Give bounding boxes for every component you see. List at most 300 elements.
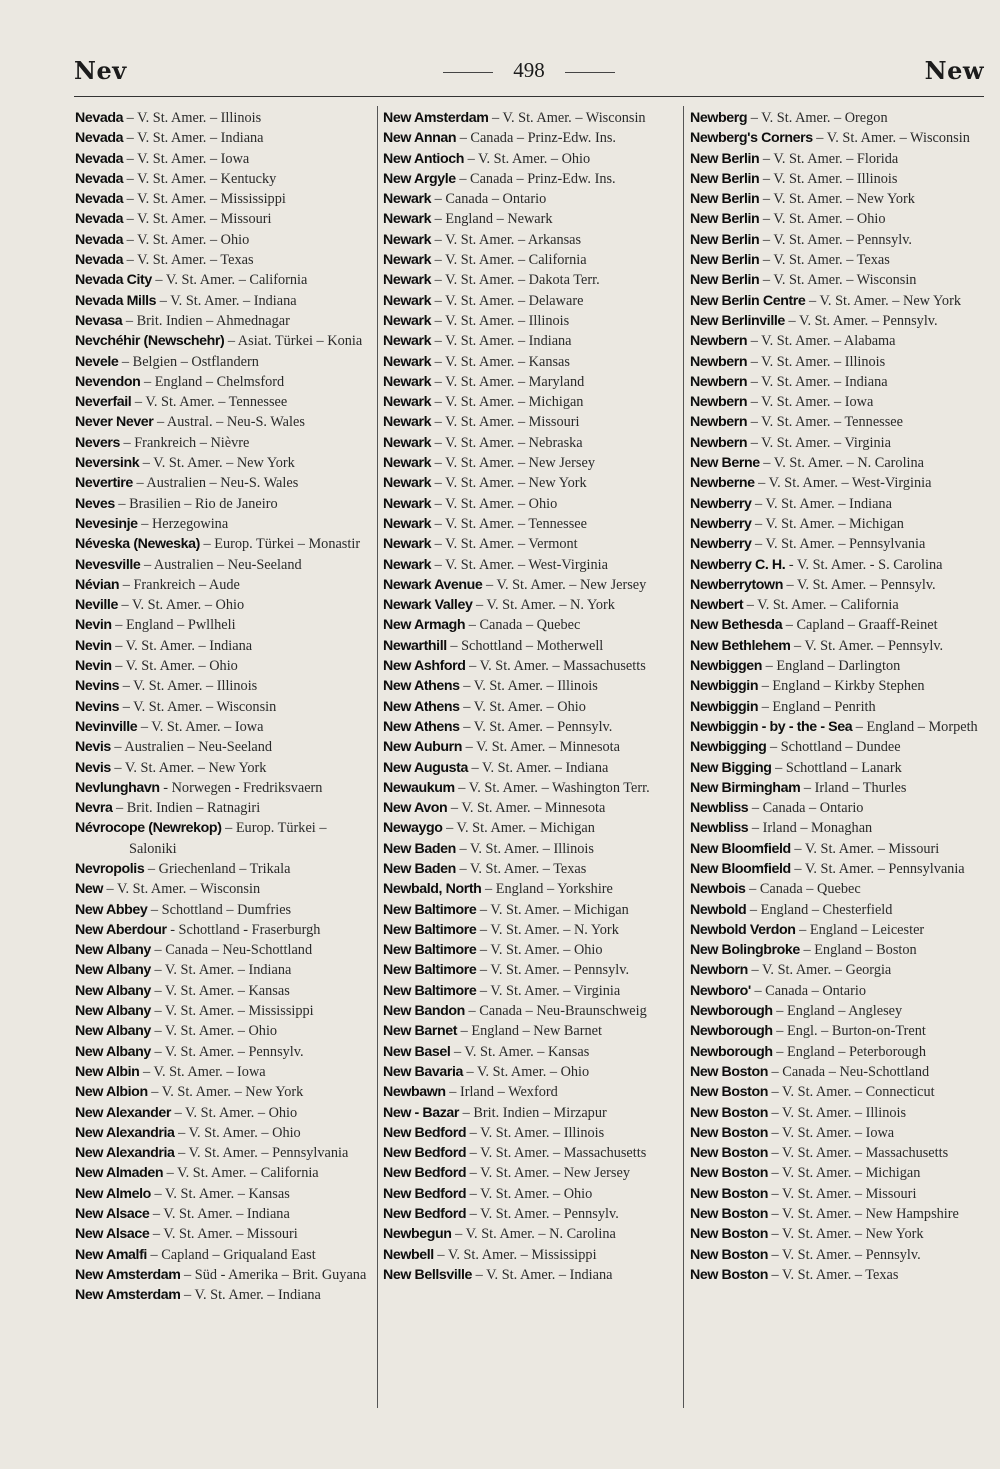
- entry-name: Nevchéhir (Newschehr): [75, 333, 225, 350]
- gazetteer-entry: [690, 697, 988, 717]
- entry-name: New Boston: [690, 1246, 768, 1263]
- entry-location: – Australien – Neu-Seeland: [110, 739, 273, 756]
- gazetteer-entry: [690, 1265, 988, 1285]
- entry-name: Newberry C. H.: [690, 556, 786, 573]
- gazetteer-entry: [75, 1204, 373, 1224]
- entry-location: – V. St. Amer. – Oregon: [747, 110, 888, 126]
- entry-name: New Alsace: [75, 1206, 150, 1223]
- entry-name: New Albany: [75, 1043, 151, 1060]
- gazetteer-entry: [383, 900, 681, 920]
- gazetteer-entry: [383, 960, 681, 980]
- entry-name: Newark: [383, 231, 432, 248]
- entry-name: New Boston: [690, 1226, 768, 1243]
- gazetteer-entry: [383, 128, 681, 148]
- entry-location: – V. St. Amer. – Tennessee: [431, 515, 587, 532]
- entry-name: Newark: [383, 394, 432, 411]
- entry-location: – V. St. Amer. – Kansas: [431, 353, 570, 370]
- entry-location: – V. St. Amer. – New York: [759, 191, 915, 208]
- entry-location: – V. St. Amer. – Michigan: [476, 901, 629, 918]
- entry-name: New Augusta: [383, 759, 468, 776]
- gazetteer-entry: [383, 1082, 681, 1102]
- entry-name: Neversink: [75, 455, 140, 472]
- gazetteer-entry: [75, 1001, 373, 1021]
- entry-name: New Bavaria: [383, 1063, 463, 1080]
- entry-name: New Bethlehem: [690, 637, 791, 654]
- gazetteer-entry: [75, 1103, 373, 1123]
- gazetteer-entry: [690, 514, 988, 534]
- entry-location: – England – Morpeth: [852, 718, 978, 735]
- gazetteer-entry: [75, 1265, 373, 1285]
- entry-name: Newborough: [690, 1043, 773, 1060]
- gazetteer-entry: [75, 473, 373, 493]
- gazetteer-entry: [690, 169, 988, 189]
- entries-column-3: [690, 108, 988, 1285]
- entry-name: Newbern: [690, 353, 748, 370]
- gazetteer-entry: [383, 798, 681, 818]
- entry-name: New Berne: [690, 455, 760, 472]
- entry-name: Newark: [383, 455, 432, 472]
- column-divider: [377, 106, 378, 1408]
- entry-location: – V. St. Amer. – New Jersey: [482, 576, 647, 593]
- gazetteer-entry: [383, 331, 681, 351]
- gazetteer-entry: [690, 1245, 988, 1265]
- gazetteer-entry: [383, 555, 681, 575]
- entry-name: New Boston: [690, 1206, 768, 1223]
- gazetteer-entry: [75, 1082, 373, 1102]
- entry-name: New Bigging: [690, 759, 772, 776]
- gazetteer-entry: [690, 331, 988, 351]
- entry-name: New Berlinville: [690, 312, 785, 329]
- entry-location: – V. St. Amer. – California: [151, 272, 308, 289]
- entry-name: New Ashford: [383, 658, 466, 675]
- entry-name: New Albany: [75, 1003, 151, 1020]
- gazetteer-entry: [383, 372, 681, 392]
- gazetteer-entry: [383, 453, 681, 473]
- gazetteer-entry: [690, 859, 988, 879]
- gazetteer-entry: [75, 331, 373, 351]
- entry-location: – V. St. Amer. – Virginia: [476, 982, 621, 999]
- gazetteer-entry: [690, 656, 988, 676]
- gazetteer-entry: [383, 433, 681, 453]
- entry-name: New Avon: [383, 800, 448, 817]
- gazetteer-entry: [75, 697, 373, 717]
- entry-location: - Schottland - Fraserburgh: [166, 921, 321, 938]
- gazetteer-entry: [690, 717, 988, 737]
- entry-name: Nevada: [75, 231, 124, 248]
- entry-location: – V. St. Amer. – California: [743, 597, 899, 614]
- page-number: 498: [513, 58, 545, 82]
- entry-name: New Bedford: [383, 1145, 467, 1162]
- entry-location: – V. St. Amer. – Indiana: [180, 1287, 321, 1304]
- entry-location: – Capland – Griqualand East: [146, 1246, 316, 1263]
- entry-name: Newberry: [690, 495, 752, 512]
- entry-name: New Baltimore: [383, 901, 477, 918]
- gazetteer-entry: [690, 149, 988, 169]
- entry-name: New Auburn: [383, 739, 463, 756]
- entry-name: Newbold Verdon: [690, 921, 796, 938]
- entry-location: – Belgien – Ostflandern: [118, 353, 259, 370]
- entry-name: Newark: [383, 191, 432, 208]
- entry-location: – England – Boston: [799, 942, 917, 959]
- entry-location: – V. St. Amer. – New Hampshire: [767, 1206, 959, 1223]
- entry-location: – V. St. Amer. – Illinois: [767, 1104, 907, 1121]
- entry-name: New Albany: [75, 982, 151, 999]
- gazetteer-entry: [75, 879, 373, 899]
- entry-location: – V. St. Amer. – Iowa: [767, 1124, 895, 1141]
- gazetteer-entry: [383, 108, 681, 128]
- gazetteer-entry: [75, 372, 373, 392]
- entry-location: – England – Chelmsford: [140, 373, 285, 390]
- entry-name: New: [75, 881, 103, 898]
- entry-name: Newbiggin - by - the - Sea: [690, 718, 853, 735]
- entry-location: – V. St. Amer. – California: [163, 1165, 319, 1182]
- gazetteer-entry: [383, 575, 681, 595]
- entry-name: Newborn: [690, 962, 748, 979]
- entry-name: New Albion: [75, 1084, 148, 1101]
- entry-location: – V. St. Amer. – Ohio: [431, 495, 558, 512]
- entry-name: New Armagh: [383, 617, 466, 634]
- entry-location: – Brit. Indien – Ahmednagar: [122, 312, 290, 329]
- entry-name: Newark: [383, 495, 432, 512]
- entry-name: Newark: [383, 536, 432, 553]
- gazetteer-entry: [383, 149, 681, 169]
- entry-name: New Alsace: [75, 1226, 150, 1243]
- entry-location: – V. St. Amer. – Pennsylv.: [476, 962, 630, 979]
- entry-name: Nevertire: [75, 475, 133, 492]
- entry-location: – V. St. Amer. – Iowa: [139, 1063, 266, 1080]
- entry-name: Nevers: [75, 434, 120, 451]
- entry-location: – V. St. Amer. – Missouri: [123, 211, 272, 228]
- gazetteer-entry: [690, 555, 988, 575]
- entry-location: – V. St. Amer. – Minnesota: [462, 739, 620, 756]
- gazetteer-entry: [383, 615, 681, 635]
- entry-location: – Schottland – Dumfries: [147, 901, 292, 918]
- entry-location: – V. St. Amer. – West-Virginia: [431, 556, 608, 573]
- gazetteer-entry: [690, 1021, 988, 1041]
- entry-name: New Boston: [690, 1084, 768, 1101]
- entry-location: – V. St. Amer. – Indiana: [472, 1266, 613, 1283]
- header-left-catchword: Nev: [74, 56, 127, 85]
- entry-location: – V. St. Amer. – Iowa: [747, 394, 874, 411]
- entry-location: – England – Pwllheli: [111, 617, 236, 634]
- entry-location: – V. St. Amer. – Indiana: [751, 495, 892, 512]
- entry-name: New Boston: [690, 1124, 768, 1141]
- entry-name: Newbell: [383, 1246, 434, 1263]
- entry-name: Newboro': [690, 982, 751, 999]
- gazetteer-entry: [690, 818, 988, 838]
- entry-name: New Berlin: [690, 150, 760, 167]
- gazetteer-entry: [383, 209, 681, 229]
- entry-name: New Boston: [690, 1266, 768, 1283]
- entry-location: – Schottland – Dundee: [766, 739, 901, 756]
- entry-location: – Australien – Neu-S. Wales: [132, 475, 299, 492]
- gazetteer-entry: [383, 859, 681, 879]
- entry-location: – V. St. Amer. – Ohio: [171, 1104, 298, 1121]
- gazetteer-entry: [383, 839, 681, 859]
- gazetteer-entry: [383, 1123, 681, 1143]
- gazetteer-entry: [690, 453, 988, 473]
- gazetteer-entry: [75, 676, 373, 696]
- gazetteer-entry: [75, 575, 373, 595]
- entry-location: – Schottland – Motherwell: [446, 637, 604, 654]
- entry-name: New Alexandria: [75, 1124, 175, 1141]
- entry-location: – V. St. Amer. – Illinois: [747, 353, 886, 370]
- entry-name: New Boston: [690, 1104, 768, 1121]
- entry-name: New Boston: [690, 1063, 768, 1080]
- gazetteer-entry: [690, 1204, 988, 1224]
- entry-location: – V. St. Amer. – New York: [147, 1084, 304, 1101]
- entry-name: Newbold: [690, 901, 747, 918]
- gazetteer-entry: [75, 737, 373, 757]
- entry-name: Newbern: [690, 414, 748, 431]
- entry-location: – V. St. Amer. – Missouri: [149, 1226, 298, 1243]
- gazetteer-entry: [75, 270, 373, 290]
- entry-name: Névrocope (Newrekop): [75, 820, 222, 837]
- gazetteer-entry: [383, 981, 681, 1001]
- entry-location: – V. St. Amer. – New York: [139, 455, 295, 472]
- entry-name: New Berlin: [690, 211, 760, 228]
- entry-location: – V. St. Amer. – Pennsylvania: [751, 536, 926, 553]
- entry-name: Newberg's Corners: [690, 130, 813, 147]
- entry-location: – V. St. Amer. – Illinois: [466, 1124, 605, 1141]
- gazetteer-entry: [75, 1163, 373, 1183]
- entry-location: – Australien – Neu-Seeland: [140, 556, 302, 573]
- entry-location: – V. St. Amer. – Connecticut: [767, 1084, 935, 1101]
- entry-location: – V. St. Amer. – Illinois: [459, 678, 598, 695]
- entry-location: – V. St. Amer. – Indiana: [467, 759, 609, 776]
- gazetteer-entry: [690, 981, 988, 1001]
- entry-name: Newberne: [690, 475, 755, 492]
- entry-name: Nevlunghavn: [75, 779, 160, 796]
- entry-name: Nevada City: [75, 272, 152, 289]
- entry-location: – V. St. Amer. – Pennsylv.: [466, 1206, 619, 1223]
- entry-location: – V. St. Amer. – Kansas: [450, 1043, 590, 1060]
- entry-location: – V. St. Amer. – Alabama: [747, 333, 896, 350]
- entry-location: – V. St. Amer. – Pennsylvania: [174, 1145, 349, 1162]
- entry-location: – Europ. Türkei – Monastir: [199, 536, 361, 553]
- gazetteer-entry: [75, 595, 373, 615]
- entry-name: New Amsterdam: [383, 110, 489, 126]
- gazetteer-entry: [383, 412, 681, 432]
- entry-location: – V. St. Amer. – Kansas: [150, 1185, 290, 1202]
- entry-name: New Argyle: [383, 170, 456, 187]
- gazetteer-entry: [690, 960, 988, 980]
- entry-location: – Asiat. Türkei – Konia: [224, 333, 363, 350]
- entry-name: New Amsterdam: [75, 1266, 181, 1283]
- gazetteer-entry: [75, 940, 373, 960]
- entry-name: New Albany: [75, 942, 151, 959]
- gazetteer-entry: [383, 758, 681, 778]
- entry-name: Nevinville: [75, 718, 138, 735]
- entry-location: – Canada – Quebec: [465, 617, 581, 634]
- entry-name: Newbigging: [690, 739, 767, 756]
- entry-location: – V. St. Amer. – Texas: [123, 252, 254, 269]
- entry-location: – V. St. Amer. – N. Carolina: [759, 455, 925, 472]
- entry-location: – V. St. Amer. – Dakota Terr.: [431, 272, 600, 289]
- entry-name: New Almaden: [75, 1165, 164, 1182]
- gazetteer-entry: [383, 514, 681, 534]
- entry-location: – England – Anglesey: [772, 1003, 903, 1020]
- entry-name: Nevada: [75, 191, 124, 208]
- entry-location: – V. St. Amer. – Maryland: [431, 373, 585, 390]
- entry-location: – V. St. Amer. – Indiana: [123, 130, 264, 147]
- gazetteer-entry: [383, 595, 681, 615]
- gazetteer-entry: [690, 1184, 988, 1204]
- entry-name: New Bethesda: [690, 617, 783, 634]
- gazetteer-entry: [75, 1143, 373, 1163]
- entry-name: New Alexander: [75, 1104, 171, 1121]
- gazetteer-entry: [690, 412, 988, 432]
- entry-location: – Schottland – Lanark: [771, 759, 902, 776]
- entry-location: – V. St. Amer. – Tennessee: [131, 394, 288, 411]
- gazetteer-entry: [690, 758, 988, 778]
- entry-name: Newbern: [690, 333, 748, 350]
- entry-name: New Baltimore: [383, 942, 477, 959]
- entry-location: – V. St. Amer. – Pennsylv.: [150, 1043, 304, 1060]
- gazetteer-entry: [75, 169, 373, 189]
- entry-name: Néveska (Neweska): [75, 536, 200, 553]
- gazetteer-entry: [383, 1265, 681, 1285]
- gazetteer-entry: [383, 1001, 681, 1021]
- entry-location: – V. St. Amer. – Delaware: [431, 292, 584, 309]
- entry-name: New Boston: [690, 1145, 768, 1162]
- entry-location: – Austral. – Neu-S. Wales: [153, 414, 305, 431]
- entry-name: Nevin: [75, 617, 112, 634]
- entry-location: – V. St. Amer. – New York: [431, 475, 587, 492]
- entry-location: – V. St. Amer. – Pennsylv.: [767, 1246, 921, 1263]
- gazetteer-entry: [75, 412, 373, 432]
- entry-name: New Almelo: [75, 1185, 151, 1202]
- gazetteer-entry: [383, 697, 681, 717]
- entry-location: – V. St. Amer. – Ohio: [476, 942, 603, 959]
- gazetteer-entry: [75, 108, 373, 128]
- entry-name: Newberg: [690, 110, 748, 126]
- entry-name: Nevesinje: [75, 515, 138, 532]
- gazetteer-entry: [383, 1224, 681, 1244]
- entry-location: – V. St. Amer. – Arkansas: [431, 231, 582, 248]
- entry-name: New Athens: [383, 718, 460, 735]
- entry-location: – V. St. Amer. – Ohio: [111, 658, 238, 675]
- gazetteer-entry: [75, 1224, 373, 1244]
- entry-name: New Bedford: [383, 1185, 467, 1202]
- gazetteer-entry: [75, 209, 373, 229]
- entry-location: – V. St. Amer. – Indiana: [111, 637, 253, 654]
- gazetteer-entry: [690, 676, 988, 696]
- gazetteer-entry: [383, 1184, 681, 1204]
- entry-name: Newark: [383, 434, 432, 451]
- entry-name: New Berlin: [690, 252, 760, 269]
- gazetteer-entry: [383, 636, 681, 656]
- gazetteer-entry: [690, 1042, 988, 1062]
- gazetteer-entry: [690, 189, 988, 209]
- entry-name: Newark: [383, 414, 432, 431]
- entry-location: – Brit. Indien – Ratnagiri: [112, 800, 261, 817]
- entry-location: – V. St. Amer. – Ohio: [117, 597, 245, 614]
- entry-name: Newborough: [690, 1003, 773, 1020]
- gazetteer-entry: [75, 291, 373, 311]
- entry-location: – V. St. Amer. – Michigan: [767, 1165, 921, 1182]
- gazetteer-entry: [75, 250, 373, 270]
- entry-name: Nevada: [75, 150, 124, 167]
- entry-location: – V. St. Amer. – Ohio: [464, 150, 591, 167]
- entry-name: Newberry: [690, 515, 752, 532]
- gazetteer-entry: [690, 250, 988, 270]
- entry-location: – V. St. Amer. – New York: [767, 1226, 924, 1243]
- column-divider: [683, 106, 684, 1408]
- entry-location: – V. St. Amer. – Ohio: [174, 1124, 301, 1141]
- entry-name: New Albany: [75, 1023, 151, 1040]
- gazetteer-entry: [690, 128, 988, 148]
- gazetteer-entry: [383, 473, 681, 493]
- gazetteer-entry: [383, 737, 681, 757]
- entry-location: – Frankreich – Aude: [119, 576, 240, 593]
- gazetteer-entry: [75, 615, 373, 635]
- gazetteer-entry: [383, 230, 681, 250]
- gazetteer-entry: [75, 453, 373, 473]
- entry-name: Nevin: [75, 637, 112, 654]
- entry-location: – V. St. Amer. – Pennsylv.: [784, 312, 938, 329]
- entry-location: – England – Newark: [431, 211, 553, 228]
- entry-location: – Europ. Türkei – Saloniki: [129, 820, 327, 857]
- entry-location: – England – Yorkshire: [481, 881, 613, 898]
- entry-name: Newark: [383, 353, 432, 370]
- entry-name: Nevasa: [75, 312, 123, 329]
- entry-name: Newberry: [690, 536, 752, 553]
- entry-location: – V. St. Amer. – Illinois: [431, 312, 570, 329]
- gazetteer-entry: [690, 494, 988, 514]
- entry-name: Neverfail: [75, 394, 132, 411]
- entry-location: – Irland – Wexford: [445, 1084, 558, 1101]
- page-header: [74, 56, 984, 90]
- entry-location: – V. St. Amer. – Ohio: [459, 698, 586, 715]
- gazetteer-entry: [383, 189, 681, 209]
- entry-name: New Aberdour: [75, 921, 167, 938]
- entry-location: – England – Kirkby Stephen: [758, 678, 925, 695]
- entry-location: – Herzegowina: [137, 515, 229, 532]
- gazetteer-entry: [75, 798, 373, 818]
- entry-name: Nevra: [75, 800, 113, 817]
- gazetteer-entry: [690, 392, 988, 412]
- entry-name: New Antioch: [383, 150, 464, 167]
- gazetteer-entry: [383, 392, 681, 412]
- entry-location: – V. St. Amer. – Florida: [759, 150, 899, 167]
- entry-location: – V. St. Amer. – Nebraska: [431, 434, 583, 451]
- entry-name: Nevada: [75, 130, 124, 147]
- gazetteer-entry: [75, 818, 373, 859]
- entry-location: – Brit. Indien – Mirzapur: [459, 1104, 607, 1121]
- entry-location: – V. St. Amer. – Ohio: [759, 211, 886, 228]
- entry-name: Newbern: [690, 373, 748, 390]
- entry-location: – V. St. Amer. – Vermont: [431, 536, 578, 553]
- entry-location: – England – Peterborough: [772, 1043, 926, 1060]
- gazetteer-entry: [75, 311, 373, 331]
- gazetteer-entry: [75, 960, 373, 980]
- gazetteer-entry: [690, 534, 988, 554]
- entry-location: – V. St. Amer. – Michigan: [431, 394, 584, 411]
- entry-name: Newark: [383, 333, 432, 350]
- gazetteer-entry: [75, 778, 373, 798]
- entry-location: – V. St. Amer. – Mississippi: [433, 1246, 597, 1263]
- entry-name: New - Bazar: [383, 1104, 460, 1121]
- entry-location: – V. St. Amer. – N. York: [472, 597, 615, 614]
- entry-location: – V. St. Amer. – Iowa: [137, 718, 264, 735]
- gazetteer-entry: [383, 1163, 681, 1183]
- entry-location: – Canada – Prinz-Edw. Ins.: [455, 170, 616, 187]
- entry-location: – V. St. Amer. – Georgia: [747, 962, 892, 979]
- gazetteer-entry: [75, 656, 373, 676]
- entry-name: Newberrytown: [690, 576, 783, 593]
- entry-name: Nevin: [75, 658, 112, 675]
